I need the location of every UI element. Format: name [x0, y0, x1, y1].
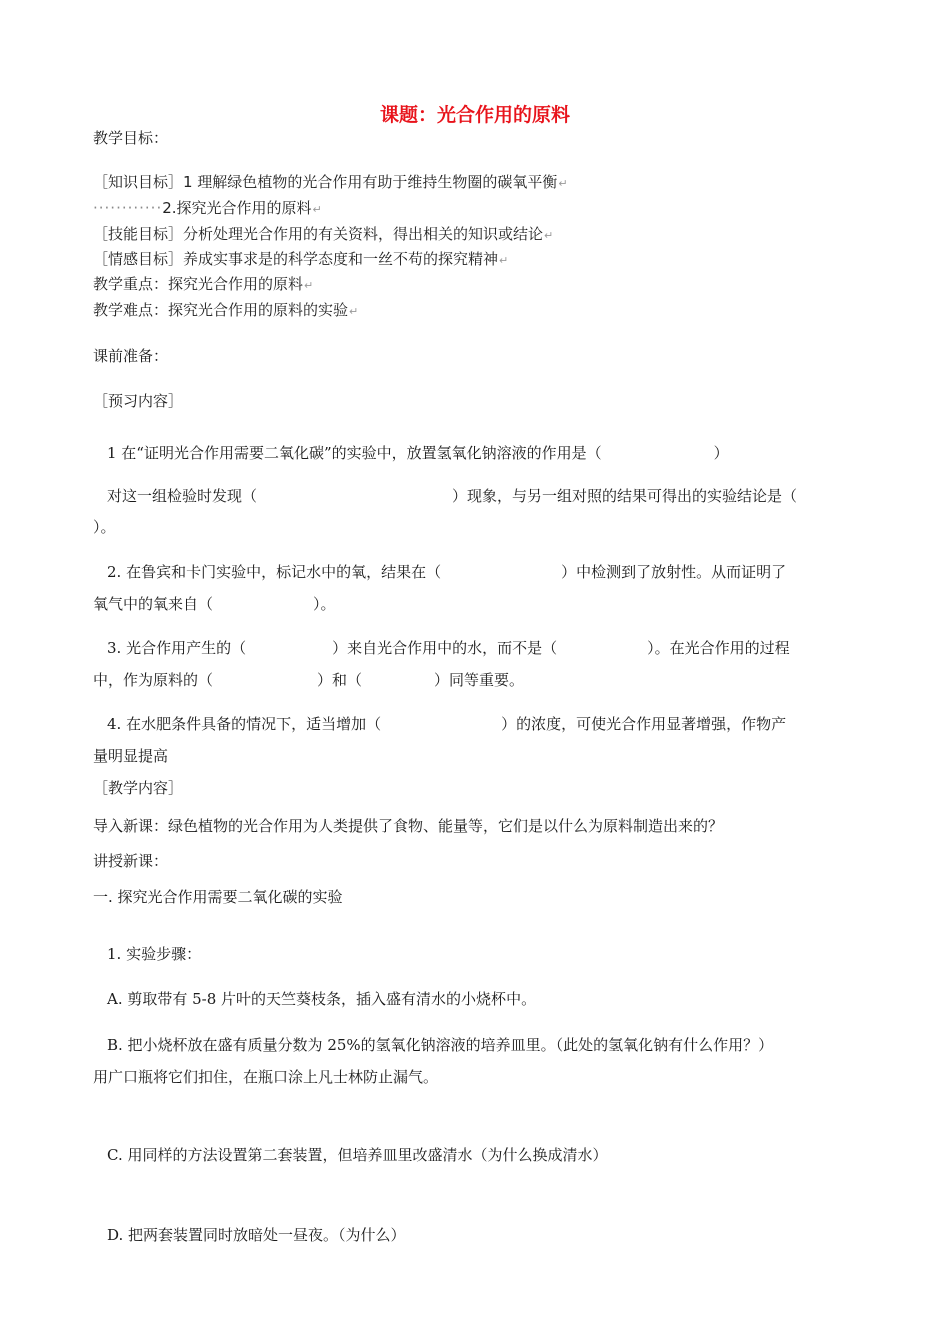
preview-q1-line1 — [107, 443, 729, 463]
objectives-heading: 教学目标： — [93, 129, 169, 147]
q4-text-b: ）的浓度，可使光合作用显著增强，作物产 — [501, 715, 787, 733]
section-1-heading: 一. 探究光合作用需要二氧化碳的实验 — [93, 888, 343, 906]
q3-text-e: ）和（ — [317, 671, 363, 689]
preview-q4-line2: 量明显提高 — [93, 747, 169, 765]
steps-heading: 1. 实验步骤： — [107, 945, 202, 963]
leader-dots: ············ — [93, 199, 163, 217]
objective-knowledge-2-text: 2.探究光合作用的原料 — [162, 199, 312, 217]
difficulty — [93, 300, 358, 322]
objective-knowledge-2 — [93, 198, 322, 220]
q3-text-f: ）同等重要。 — [434, 671, 525, 689]
preview-heading: ［预习内容］ — [93, 392, 184, 410]
q3-text-b: ）来自光合作用中的水，而不是（ — [332, 639, 558, 657]
return-mark-icon: ↵ — [349, 305, 359, 318]
difficulty-text: 教学难点：探究光合作用的原料的实验 — [93, 301, 349, 319]
teaching-heading: ［教学内容］ — [93, 779, 184, 797]
lecture-heading: 讲授新课： — [93, 852, 169, 870]
step-a: A. 剪取带有 5-8 片叶的天竺葵枝条，插入盛有清水的小烧杯中。 — [107, 990, 537, 1008]
step-b-line2: 用广口瓶将它们扣住，在瓶口涂上凡士林防止漏气。 — [93, 1068, 439, 1086]
objective-emotion — [93, 249, 508, 271]
step-d: D. 把两套装置同时放暗处一昼夜。（为什么） — [107, 1226, 406, 1244]
q4-text-a: 4. 在水肥条件具备的情况下，适当增加（ — [107, 715, 382, 733]
q1-text-d: ）现象，与另一组对照的结果可得出的实验结论是（ — [452, 487, 798, 505]
return-mark-icon: ↵ — [499, 254, 509, 267]
objective-emotion-text: ［情感目标］养成实事求是的科学态度和一丝不苟的探究精神 — [93, 250, 499, 268]
objective-knowledge-1 — [93, 172, 568, 194]
q2-text-c: 氧气中的氧来自（ — [93, 595, 214, 613]
q2-text-d: ）。 — [313, 595, 336, 613]
q1-text-c: 对这一组检验时发现（ — [107, 487, 258, 505]
return-mark-icon: ↵ — [544, 229, 554, 242]
preview-q3-line1 — [107, 638, 790, 658]
prep-heading: 课前准备： — [93, 347, 169, 365]
q1-text-a: 1 在“证明光合作用需要二氧化碳”的实验中，放置氢氧化钠溶液的作用是（ — [107, 444, 602, 462]
preview-q3-line2 — [93, 670, 524, 690]
return-mark-icon: ↵ — [312, 203, 322, 216]
preview-q2-line2 — [93, 594, 336, 614]
key-point-text: 教学重点：探究光合作用的原料 — [93, 275, 304, 293]
step-b-line1: B. 把小烧杯放在盛有质量分数为 25%的氢氧化钠溶液的培养皿里。（此处的氢氧化钠有什么作用？） — [107, 1036, 774, 1054]
preview-q1-line3: ）。 — [93, 518, 116, 536]
intro-text: 导入新课：绿色植物的光合作用为人类提供了食物、能量等，它们是以什么为原料制造出来的？ — [93, 817, 724, 835]
q2-text-b: ）中检测到了放射性。从而证明了 — [561, 563, 787, 581]
q2-text-a: 2. 在鲁宾和卡门实验中，标记水中的氧，结果在（ — [107, 563, 442, 581]
step-c: C. 用同样的方法设置第二套装置，但培养皿里改盛清水（为什么换成清水） — [107, 1146, 608, 1164]
q3-text-a: 3. 光合作用产生的（ — [107, 639, 247, 657]
return-mark-icon: ↵ — [304, 279, 314, 292]
key-point — [93, 274, 313, 296]
q3-text-c: ）。在光合作用的过程 — [647, 639, 790, 657]
objective-skill-text: ［技能目标］分析处理光合作用的有关资料，得出相关的知识或结论 — [93, 225, 544, 243]
preview-q1-line2 — [107, 486, 797, 506]
page-title: 课题：光合作用的原料 — [379, 104, 570, 126]
objective-skill — [93, 224, 553, 246]
q1-text-b: ） — [713, 444, 729, 462]
preview-q2-line1 — [107, 562, 786, 582]
return-mark-icon: ↵ — [558, 177, 568, 190]
objective-knowledge-1-text: ［知识目标］1 理解绿色植物的光合作用有助于维持生物圈的碳氧平衡 — [93, 173, 558, 191]
preview-q4-line1 — [107, 714, 786, 734]
q3-text-d: 中，作为原料的（ — [93, 671, 214, 689]
